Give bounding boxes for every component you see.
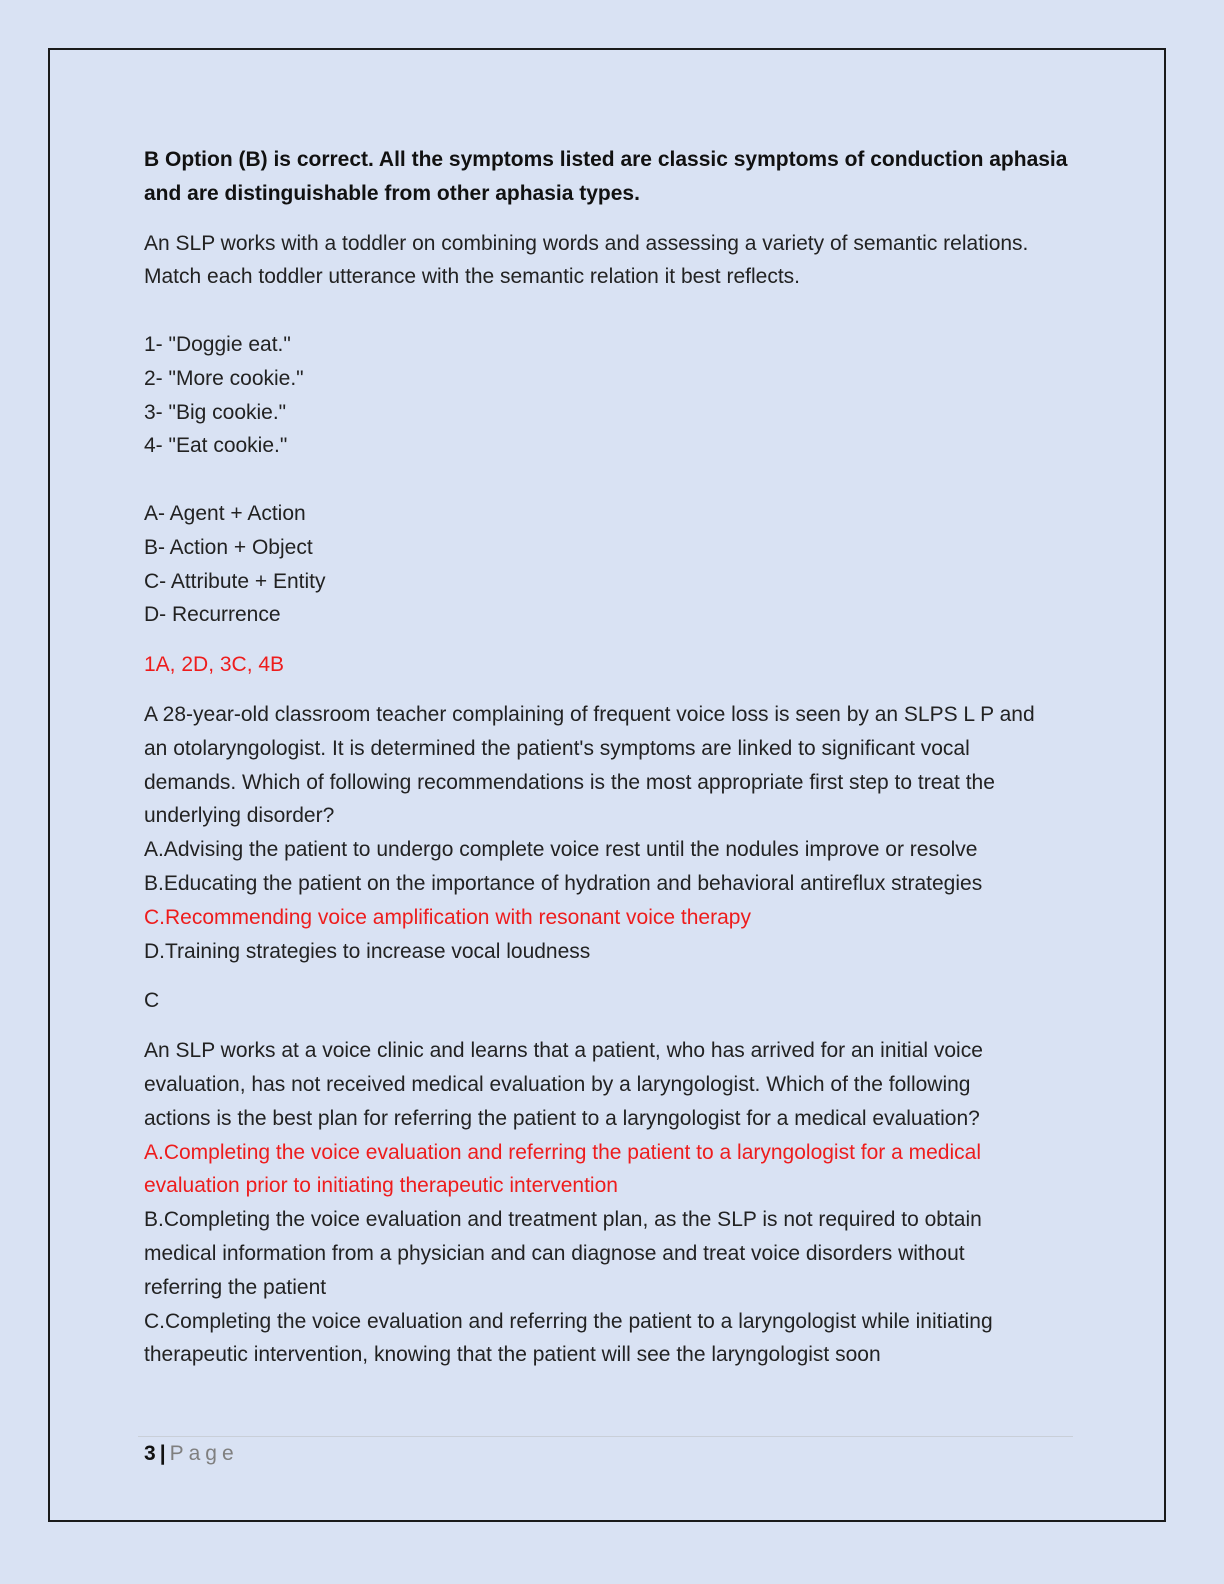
utterance-3: 3- "Big cookie.": [144, 400, 287, 424]
relation-c: C- Attribute + Entity: [144, 569, 326, 593]
relation-a: A- Agent + Action: [144, 501, 306, 525]
utterance-2: 2- "More cookie.": [144, 366, 304, 390]
question2-answer: C: [144, 989, 160, 1013]
question2-stem-line-2: an otolaryngologist. It is determined the patient's symptoms are linked to significant vocal: [144, 736, 970, 760]
question2-option-a: A.Advising the patient to undergo complete voice rest until the nodules improve or resolve: [144, 838, 978, 862]
question2-stem-line-1: A 28-year-old classroom teacher complaining of frequent voice loss is seen by an SLPS L P and: [144, 702, 1035, 726]
question3-stem-line-3: actions is the best plan for referring the patient to a laryngologist for a medical evaluation?: [144, 1106, 980, 1130]
question3-option-b-line-3: referring the patient: [144, 1275, 327, 1299]
page-content: [144, 143, 1079, 1372]
question3-stem-line-1: An SLP works at a voice clinic and learns that a patient, who has arrived for an initial voice: [144, 1039, 983, 1063]
relation-b: B- Action + Object: [144, 535, 313, 559]
footer-separator: |: [159, 1442, 166, 1465]
question1-stem-line-2: Match each toddler utterance with the semantic relation it best reflects.: [144, 265, 800, 289]
relation-d: D- Recurrence: [144, 603, 281, 627]
question3-option-b-line-2: medical information from a physician and can diagnose and treat voice disorders without: [144, 1241, 965, 1265]
question1-stem-line-1: An SLP works with a toddler on combining words and assessing a variety of semantic relations.: [144, 231, 1029, 255]
page-footer: [144, 1440, 239, 1468]
question2-option-d: D.Training strategies to increase vocal loudness: [144, 939, 591, 963]
question3-option-a-line-2: evaluation prior to initiating therapeutic intervention: [144, 1174, 618, 1198]
page-number: 3: [144, 1442, 156, 1465]
question1-answer: 1A, 2D, 3C, 4B: [144, 653, 285, 677]
page-label: Page: [169, 1442, 239, 1465]
question2-option-c-correct: C.Recommending voice amplification with resonant voice therapy: [144, 905, 751, 929]
answer-heading-line-2: and are distinguishable from other aphasia types.: [144, 181, 640, 205]
question2-option-b: B.Educating the patient on the importance of hydration and behavioral antireflux strategies: [144, 871, 983, 895]
question3-option-c-line-2: therapeutic intervention, knowing that the patient will see the laryngologist soon: [144, 1343, 881, 1367]
question3-option-a-line-1: A.Completing the voice evaluation and referring the patient to a laryngologist for a medical: [144, 1140, 981, 1164]
question3-option-c-line-1: C.Completing the voice evaluation and referring the patient to a laryngologist while initiating: [144, 1309, 993, 1333]
utterance-1: 1- "Doggie eat.": [144, 332, 291, 356]
footer-divider: [138, 1436, 1073, 1437]
utterance-4: 4- "Eat cookie.": [144, 434, 288, 458]
question3-stem-line-2: evaluation, has not received medical evaluation by a laryngologist. Which of the following: [144, 1072, 971, 1096]
question3-option-b-line-1: B.Completing the voice evaluation and treatment plan, as the SLP is not required to obtain: [144, 1208, 982, 1232]
question2-stem-line-4: underlying disorder?: [144, 804, 335, 828]
answer-heading-line-1: B Option (B) is correct. All the symptoms listed are classic symptoms of conduction aphasia: [144, 148, 1068, 171]
question2-stem-line-3: demands. Which of following recommendations is the most appropriate first step to treat the: [144, 770, 995, 794]
